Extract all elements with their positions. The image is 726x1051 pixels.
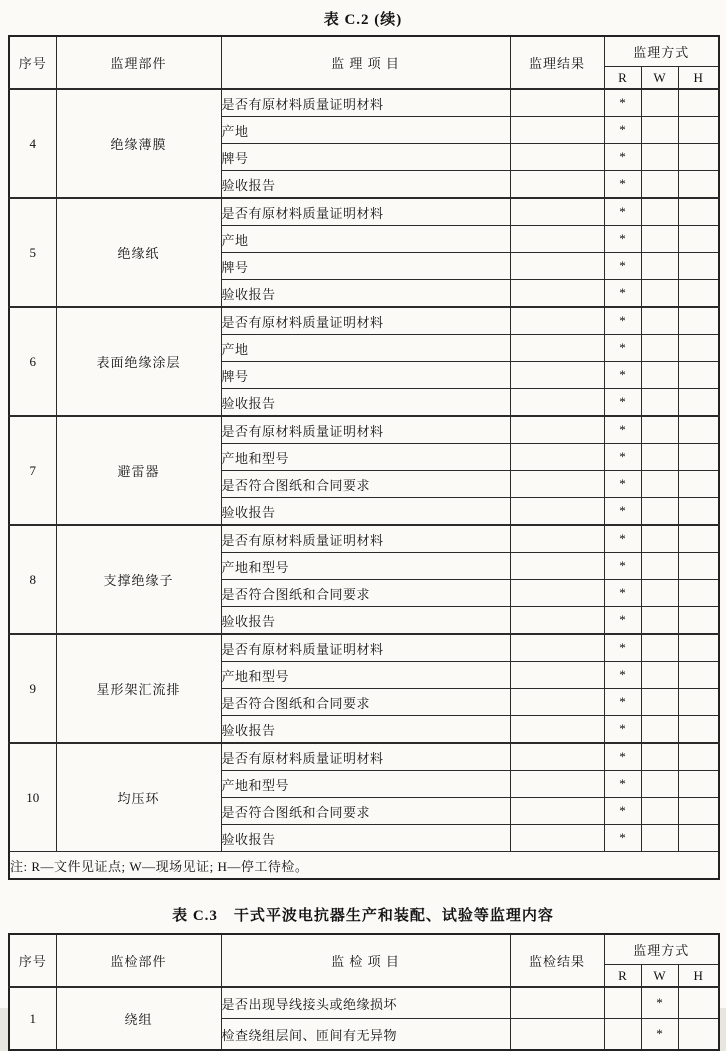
method-r-cell: * (604, 580, 641, 607)
result-cell (510, 716, 604, 744)
method-w-cell (641, 525, 678, 553)
result-cell (510, 307, 604, 335)
col-header-result: 监理结果 (510, 36, 604, 89)
item-text: 产地和型号 (221, 444, 510, 471)
col-header-r: R (604, 67, 641, 90)
item-text: 是否符合图纸和合同要求 (221, 580, 510, 607)
row-component: 绕组 (56, 987, 221, 1050)
method-r-cell: * (604, 689, 641, 716)
result-cell (510, 771, 604, 798)
item-text: 验收报告 (221, 280, 510, 308)
result-cell (510, 226, 604, 253)
item-text: 验收报告 (221, 716, 510, 744)
table-c2-title: 表 C.2 (续) (323, 12, 403, 28)
item-text: 是否有原材料质量证明材料 (221, 307, 510, 335)
method-w-cell (641, 716, 678, 744)
method-h-cell (678, 253, 719, 280)
method-h-cell (678, 389, 719, 417)
method-h-cell (678, 498, 719, 526)
row-component: 绝缘薄膜 (56, 89, 221, 198)
result-cell (510, 662, 604, 689)
method-h-cell (678, 416, 719, 444)
method-w-cell (641, 798, 678, 825)
header-row-main (9, 36, 719, 67)
result-cell (510, 689, 604, 716)
col-header-component: 监检部件 (56, 934, 221, 987)
item-text: 验收报告 (221, 607, 510, 635)
row-seq: 7 (9, 416, 56, 525)
table-row (9, 987, 719, 1019)
col-header-result: 监检结果 (510, 934, 604, 987)
item-text: 牌号 (221, 253, 510, 280)
method-w-cell (641, 607, 678, 635)
item-text: 产地 (221, 335, 510, 362)
item-text: 产地和型号 (221, 662, 510, 689)
method-w-cell (641, 117, 678, 144)
method-w-cell (641, 471, 678, 498)
item-text: 产地和型号 (221, 553, 510, 580)
method-w-cell (641, 89, 678, 117)
method-h-cell (678, 689, 719, 716)
item-text: 是否符合图纸和合同要求 (221, 798, 510, 825)
method-r-cell: * (604, 307, 641, 335)
table-row (9, 198, 719, 226)
method-w-cell (641, 580, 678, 607)
method-r-cell: * (604, 553, 641, 580)
method-h-cell (678, 307, 719, 335)
row-component: 表面绝缘涂层 (56, 307, 221, 416)
table-row (9, 89, 719, 117)
method-h-cell (678, 335, 719, 362)
method-r-cell: * (604, 171, 641, 199)
method-h-cell (678, 280, 719, 308)
item-text: 是否有原材料质量证明材料 (221, 634, 510, 662)
result-cell (510, 198, 604, 226)
method-h-cell (678, 662, 719, 689)
result-cell (510, 444, 604, 471)
result-cell (510, 89, 604, 117)
method-r-cell: * (604, 362, 641, 389)
method-w-cell (641, 444, 678, 471)
table-row (9, 634, 719, 662)
method-r-cell: * (604, 743, 641, 771)
table-c2-body (9, 89, 719, 852)
method-w-cell (641, 825, 678, 852)
method-w-cell (641, 280, 678, 308)
row-component: 均压环 (56, 743, 221, 852)
col-header-h: H (678, 67, 719, 90)
method-h-cell (678, 198, 719, 226)
method-r-cell: * (604, 716, 641, 744)
item-text: 是否有原材料质量证明材料 (221, 743, 510, 771)
method-w-cell (641, 662, 678, 689)
method-h-cell (678, 743, 719, 771)
result-cell (510, 416, 604, 444)
item-text: 产地 (221, 117, 510, 144)
table-row (9, 307, 719, 335)
result-cell (510, 171, 604, 199)
table-c2-note-row (9, 852, 719, 880)
method-r-cell: * (604, 89, 641, 117)
result-cell (510, 280, 604, 308)
result-cell (510, 553, 604, 580)
table-c2-header (9, 36, 719, 89)
header-row-main (9, 934, 719, 965)
method-h-cell (678, 607, 719, 635)
item-text: 产地和型号 (221, 771, 510, 798)
col-header-w: W (641, 965, 678, 988)
method-r-cell: * (604, 144, 641, 171)
method-w-cell: * (641, 1019, 678, 1051)
result-cell (510, 798, 604, 825)
method-w-cell (641, 253, 678, 280)
col-header-r: R (604, 965, 641, 988)
method-r-cell (604, 987, 641, 1019)
method-w-cell (641, 307, 678, 335)
method-w-cell: * (641, 987, 678, 1019)
result-cell (510, 525, 604, 553)
item-text: 是否有原材料质量证明材料 (221, 89, 510, 117)
method-r-cell: * (604, 498, 641, 526)
method-h-cell (678, 716, 719, 744)
col-header-item: 监 检 项 目 (221, 934, 510, 987)
item-text: 是否符合图纸和合同要求 (221, 471, 510, 498)
item-text: 产地 (221, 226, 510, 253)
method-h-cell (678, 226, 719, 253)
method-r-cell: * (604, 525, 641, 553)
table-row (9, 743, 719, 771)
method-w-cell (641, 389, 678, 417)
result-cell (510, 743, 604, 771)
row-seq: 8 (9, 525, 56, 634)
row-component: 避雷器 (56, 416, 221, 525)
result-cell (510, 117, 604, 144)
result-cell (510, 607, 604, 635)
result-cell (510, 253, 604, 280)
table-row (9, 416, 719, 444)
item-text: 牌号 (221, 362, 510, 389)
row-seq: 6 (9, 307, 56, 416)
col-header-item: 监 理 项 目 (221, 36, 510, 89)
item-text: 检查绕组层间、匝间有无异物 (221, 1019, 510, 1051)
table-c3 (8, 933, 720, 1051)
method-w-cell (641, 771, 678, 798)
table-c2 (8, 35, 720, 880)
col-header-seq: 序号 (9, 36, 56, 89)
method-w-cell (641, 335, 678, 362)
method-w-cell (641, 171, 678, 199)
method-r-cell: * (604, 280, 641, 308)
method-r-cell (604, 1019, 641, 1051)
method-h-cell (678, 444, 719, 471)
result-cell (510, 987, 604, 1019)
row-component: 支撑绝缘子 (56, 525, 221, 634)
row-component: 星形架汇流排 (56, 634, 221, 743)
item-text: 是否有原材料质量证明材料 (221, 416, 510, 444)
result-cell (510, 471, 604, 498)
item-text: 验收报告 (221, 171, 510, 199)
item-text: 是否出现导线接头或绝缘损坏 (221, 987, 510, 1019)
method-w-cell (641, 226, 678, 253)
method-h-cell (678, 553, 719, 580)
result-cell (510, 335, 604, 362)
item-text: 是否有原材料质量证明材料 (221, 525, 510, 553)
row-seq: 10 (9, 743, 56, 852)
method-r-cell: * (604, 798, 641, 825)
legend-note: 注: R—文件见证点; W—现场见证; H—停工待检。 (9, 852, 719, 880)
method-h-cell (678, 362, 719, 389)
table-c3-header (9, 934, 719, 987)
result-cell (510, 389, 604, 417)
table-row (9, 525, 719, 553)
method-w-cell (641, 743, 678, 771)
item-text: 牌号 (221, 144, 510, 171)
result-cell (510, 580, 604, 607)
col-header-w: W (641, 67, 678, 90)
row-component: 绝缘纸 (56, 198, 221, 307)
result-cell (510, 498, 604, 526)
col-header-method: 监理方式 (604, 934, 719, 965)
row-seq: 4 (9, 89, 56, 198)
item-text: 验收报告 (221, 389, 510, 417)
row-seq: 1 (9, 987, 56, 1050)
method-h-cell (678, 144, 719, 171)
method-h-cell (678, 89, 719, 117)
method-w-cell (641, 498, 678, 526)
method-h-cell (678, 798, 719, 825)
table-c3-title: 表 C.3 干式平波电抗器生产和装配、试验等监理内容 (172, 908, 554, 924)
item-text: 验收报告 (221, 825, 510, 852)
method-h-cell (678, 634, 719, 662)
result-cell (510, 1019, 604, 1051)
result-cell (510, 362, 604, 389)
method-h-cell (678, 987, 719, 1019)
method-w-cell (641, 553, 678, 580)
method-r-cell: * (604, 335, 641, 362)
item-text: 是否有原材料质量证明材料 (221, 198, 510, 226)
method-r-cell: * (604, 117, 641, 144)
result-cell (510, 825, 604, 852)
method-r-cell: * (604, 389, 641, 417)
method-r-cell: * (604, 825, 641, 852)
method-h-cell (678, 171, 719, 199)
col-header-seq: 序号 (9, 934, 56, 987)
item-text: 是否符合图纸和合同要求 (221, 689, 510, 716)
method-r-cell: * (604, 634, 641, 662)
row-seq: 5 (9, 198, 56, 307)
method-r-cell: * (604, 444, 641, 471)
method-h-cell (678, 471, 719, 498)
method-w-cell (641, 144, 678, 171)
method-r-cell: * (604, 607, 641, 635)
table-c3-body (9, 987, 719, 1050)
method-w-cell (641, 198, 678, 226)
method-h-cell (678, 825, 719, 852)
row-seq: 9 (9, 634, 56, 743)
method-h-cell (678, 771, 719, 798)
method-w-cell (641, 362, 678, 389)
method-r-cell: * (604, 416, 641, 444)
method-h-cell (678, 117, 719, 144)
col-header-method: 监理方式 (604, 36, 719, 67)
method-r-cell: * (604, 253, 641, 280)
method-w-cell (641, 416, 678, 444)
method-h-cell (678, 525, 719, 553)
method-h-cell (678, 1019, 719, 1051)
col-header-h: H (678, 965, 719, 988)
method-r-cell: * (604, 226, 641, 253)
result-cell (510, 634, 604, 662)
method-r-cell: * (604, 471, 641, 498)
result-cell (510, 144, 604, 171)
method-w-cell (641, 634, 678, 662)
method-h-cell (678, 580, 719, 607)
method-r-cell: * (604, 771, 641, 798)
method-r-cell: * (604, 662, 641, 689)
method-w-cell (641, 689, 678, 716)
item-text: 验收报告 (221, 498, 510, 526)
col-header-component: 监理部件 (56, 36, 221, 89)
method-r-cell: * (604, 198, 641, 226)
